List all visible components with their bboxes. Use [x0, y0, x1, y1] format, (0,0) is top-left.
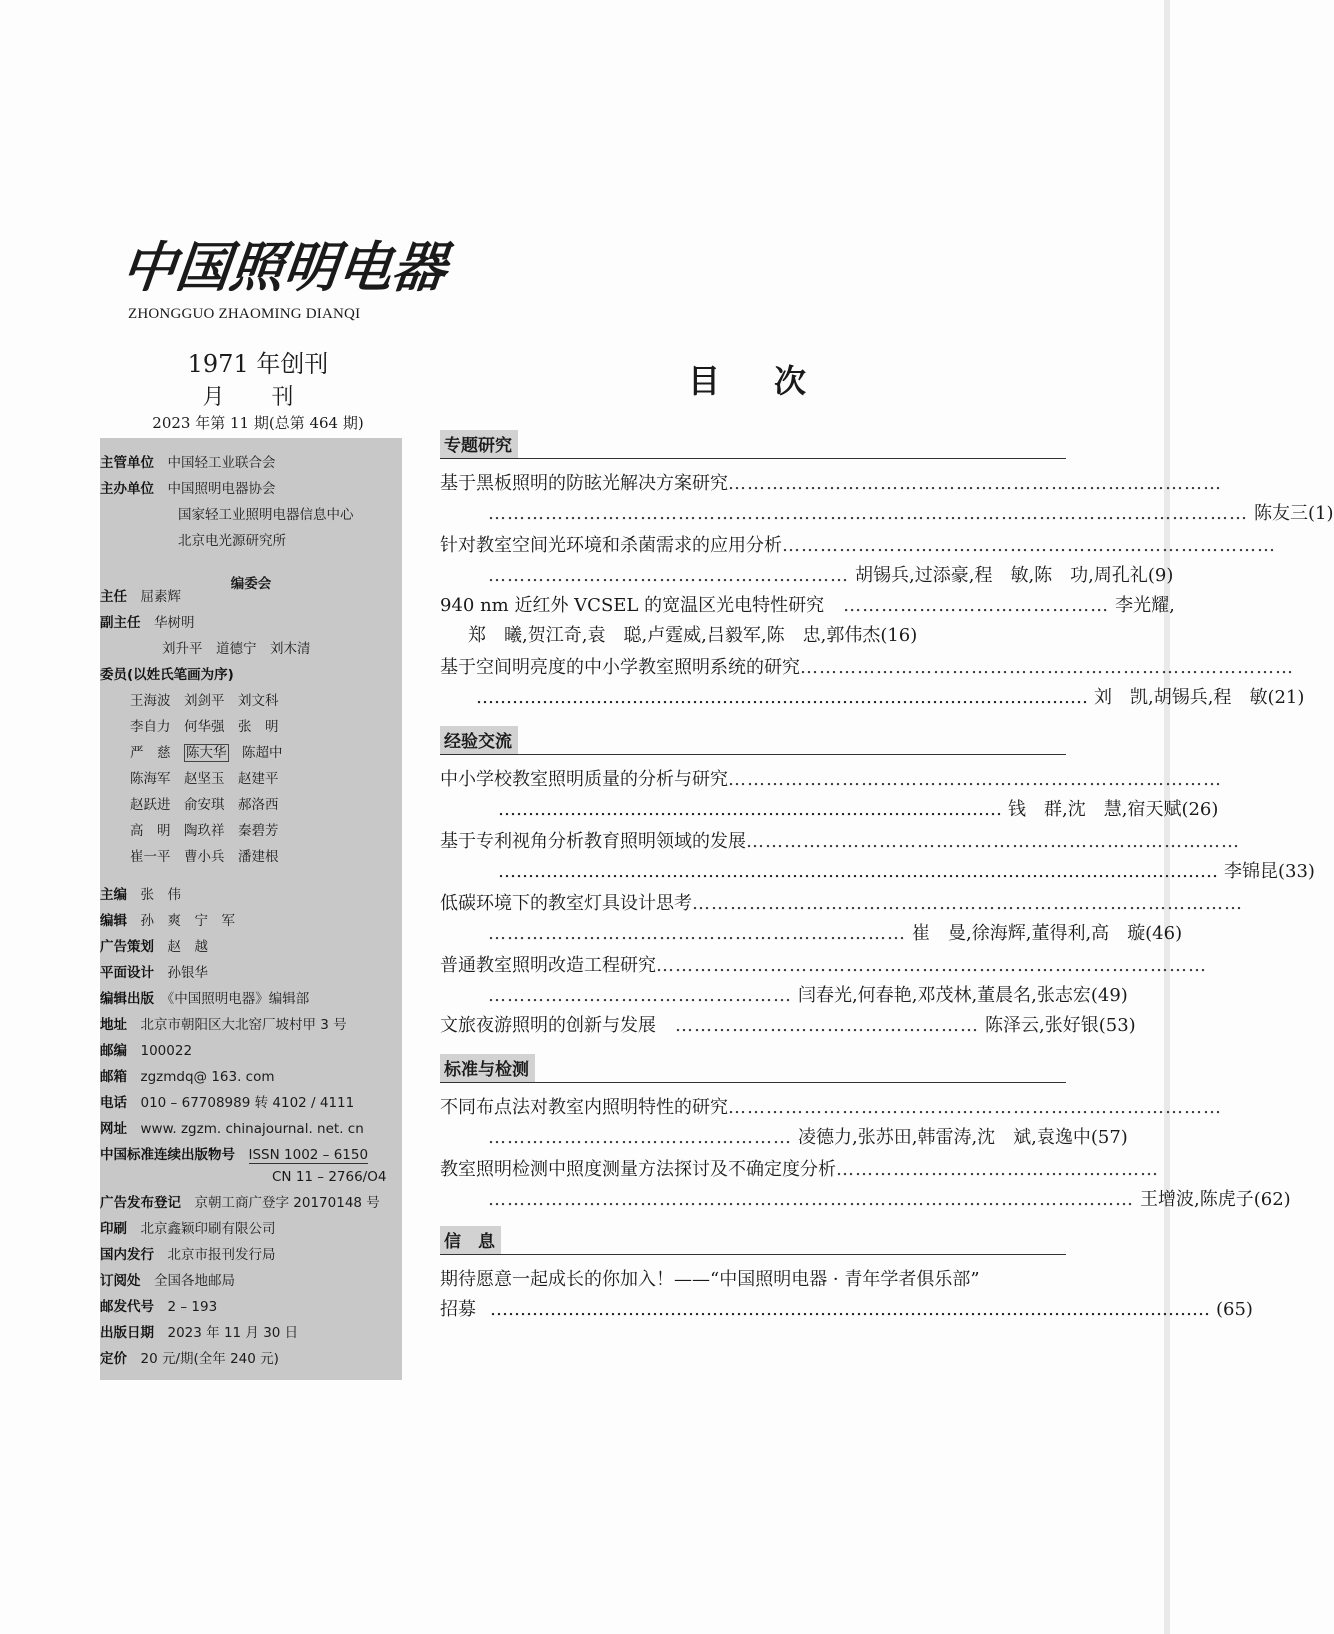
toc-entry-authors: ………………………………………………………………………………………………………… 李锦昆(33) — [498, 861, 1315, 882]
info-ad-planning: 广告策划 赵 越 — [100, 939, 208, 955]
toc-entry-title[interactable]: 基于空间明亮度的中小学教室照明系统的研究 …………………………………………………………………… — [440, 657, 1294, 678]
editorial-committee-title: 编委会 — [230, 576, 272, 592]
info-vice-director-2: 刘升平 道德宁 刘木清 — [162, 641, 311, 657]
member-row: 崔一平 曹小兵 潘建根 — [130, 849, 279, 865]
toc-entry-authors: ………………………………………………………………………………………… 刘 凯,胡锡兵,程 敏(21) — [476, 687, 1305, 708]
info-cn-number: CN 11 – 2766/O4 — [272, 1169, 387, 1185]
section-heading: 专题研究 — [440, 430, 1066, 459]
journal-logo: 中国照明电器 — [118, 235, 450, 299]
member-row: 赵跃进 俞安琪 郝洛西 — [130, 797, 279, 813]
toc-entry-authors: ………………………………………………………………………………………… 王增波,陈虎子(62) — [488, 1189, 1291, 1210]
toc-entry-title[interactable]: 中小学校教室照明质量的分析与研究 …………………………………………………………………… — [440, 769, 1222, 790]
info-sponsor-2: 国家轻工业照明电器信息中心 — [178, 507, 354, 523]
toc-entry-authors: ………………………………………… 凌德力,张苏田,韩雷涛,沈 斌,袁逸中(57) — [488, 1127, 1128, 1148]
info-address: 地址 北京市朝阳区大北窑厂坡村甲 3 号 — [100, 1017, 347, 1033]
info-postal-code: 邮发代号 2 – 193 — [100, 1299, 218, 1315]
info-email: 邮箱 zgzmdq@ 163. com — [100, 1069, 275, 1085]
section-heading: 标准与检测 — [440, 1054, 1066, 1083]
info-vice-director: 副主任 华树明 — [100, 615, 195, 631]
toc-entry-authors: 郑 曦,贺江奇,袁 聪,卢霆威,吕毅军,陈 忠,郭伟杰(16) — [468, 625, 918, 646]
info-publisher: 编辑出版 《中国照明电器》编辑部 — [100, 991, 310, 1007]
publication-info-box — [100, 438, 402, 1380]
info-sponsor-3: 北京电光源研究所 — [178, 533, 286, 549]
info-distribution: 国内发行 北京市报刊发行局 — [100, 1247, 276, 1263]
info-director: 主任 屈素辉 — [100, 589, 181, 605]
info-serial-number: 中国标准连续出版物号 ISSN 1002 – 6150 — [100, 1147, 369, 1163]
info-competent: 主管单位 中国轻工业联合会 — [100, 455, 276, 471]
info-printer: 印刷 北京鑫颖印刷有限公司 — [100, 1221, 276, 1237]
member-row: 高 明 陶玖祥 秦碧芳 — [130, 823, 279, 839]
info-price: 定价 20 元/期(全年 240 元) — [100, 1351, 279, 1367]
toc-entry-title[interactable]: 基于专利视角分析教育照明领域的发展 …………………………………………………………………… — [440, 831, 1240, 852]
issue-number: 2023 年第 11 期(总第 464 期) — [152, 414, 364, 432]
toc-entry-title[interactable]: 不同布点法对教室内照明特性的研究 …………………………………………………………………… — [440, 1097, 1222, 1118]
toc-entry-authors: ………………………………………………… 胡锡兵,过添豪,程 敏,陈 功,周孔礼(9) — [488, 565, 1174, 586]
toc-entry-title[interactable]: 期待愿意一起成长的你加入！——“中国照明电器 · 青年学者俱乐部” — [440, 1269, 980, 1290]
member-row: 严 慈 陈大华 陈超中 — [130, 745, 283, 761]
toc-entry-title[interactable]: 940 nm 近红外 VCSEL 的宽温区光电特性研究 …………………………………… 李光耀, — [440, 595, 1175, 616]
info-phone: 电话 010 – 67708989 转 4102 / 4111 — [100, 1095, 355, 1111]
info-subscription: 订阅处 全国各地邮局 — [100, 1273, 235, 1289]
section-heading: 信 息 — [440, 1226, 1066, 1255]
info-members-label: 委员(以姓氏笔画为序) — [100, 667, 234, 683]
info-pub-date: 出版日期 2023 年 11 月 30 日 — [100, 1325, 299, 1341]
info-website: 网址 www. zgzm. chinajournal. net. cn — [100, 1121, 364, 1137]
info-chief-editor: 主编 张 伟 — [100, 887, 181, 903]
info-graphic-design: 平面设计 孙银华 — [100, 965, 208, 981]
founded-year: 1971 年创刊 — [187, 350, 329, 378]
toc-entry-authors: 招募 ………………………………………………………………………………………………………… (65) — [440, 1299, 1253, 1320]
toc-entry-title[interactable]: 普通教室照明改造工程研究 …………………………………………………………………………… — [440, 955, 1207, 976]
toc-entry-authors: ………………………………………………………… 崔 曼,徐海辉,董得利,高 璇(46) — [488, 923, 1183, 944]
toc-entry-authors: ………………………………………… 闫春光,何春艳,邓茂林,董晨名,张志宏(49) — [488, 985, 1128, 1006]
info-editor: 编辑 孙 爽 宁 军 — [100, 913, 235, 929]
info-zip: 邮编 100022 — [100, 1043, 193, 1059]
toc-entry-title[interactable]: 基于黑板照明的防眩光解决方案研究 …………………………………………………………………… — [440, 473, 1222, 494]
toc-entry-authors: ………………………………………………………………………… 钱 群,沈 慧,宿天赋(26) — [498, 799, 1219, 820]
member-row: 李自力 何华强 张 明 — [130, 719, 279, 735]
toc-title: 目次 — [688, 362, 861, 400]
toc-entry-authors: ………………………………………………………………………………………………………… 陈友三(1) — [488, 503, 1334, 524]
member-row: 陈海军 赵坚玉 赵建平 — [130, 771, 279, 787]
info-sponsor: 主办单位 中国照明电器协会 — [100, 481, 276, 497]
toc-entry-title[interactable]: 文旅夜游照明的创新与发展 ………………………………………… 陈泽云,张好银(53) — [440, 1015, 1136, 1036]
member-row: 王海波 刘剑平 刘文科 — [130, 693, 279, 709]
toc-entry-title[interactable]: 针对教室空间光环境和杀菌需求的应用分析 …………………………………………………………………… — [440, 535, 1276, 556]
journal-logo-pinyin: ZHONGGUO ZHAOMING DIANQI — [128, 306, 361, 322]
publication-frequency: 月 刊 — [202, 385, 314, 410]
toc-entry-title[interactable]: 教室照明检测中照度测量方法探讨及不确定度分析 …………………………………………… — [440, 1159, 1159, 1180]
info-ad-registration: 广告发布登记 京朝工商广登字 20170148 号 — [100, 1195, 380, 1211]
toc-entry-title[interactable]: 低碳环境下的教室灯具设计思考 …………………………………………………………………………… — [440, 893, 1243, 914]
section-heading: 经验交流 — [440, 726, 1066, 755]
